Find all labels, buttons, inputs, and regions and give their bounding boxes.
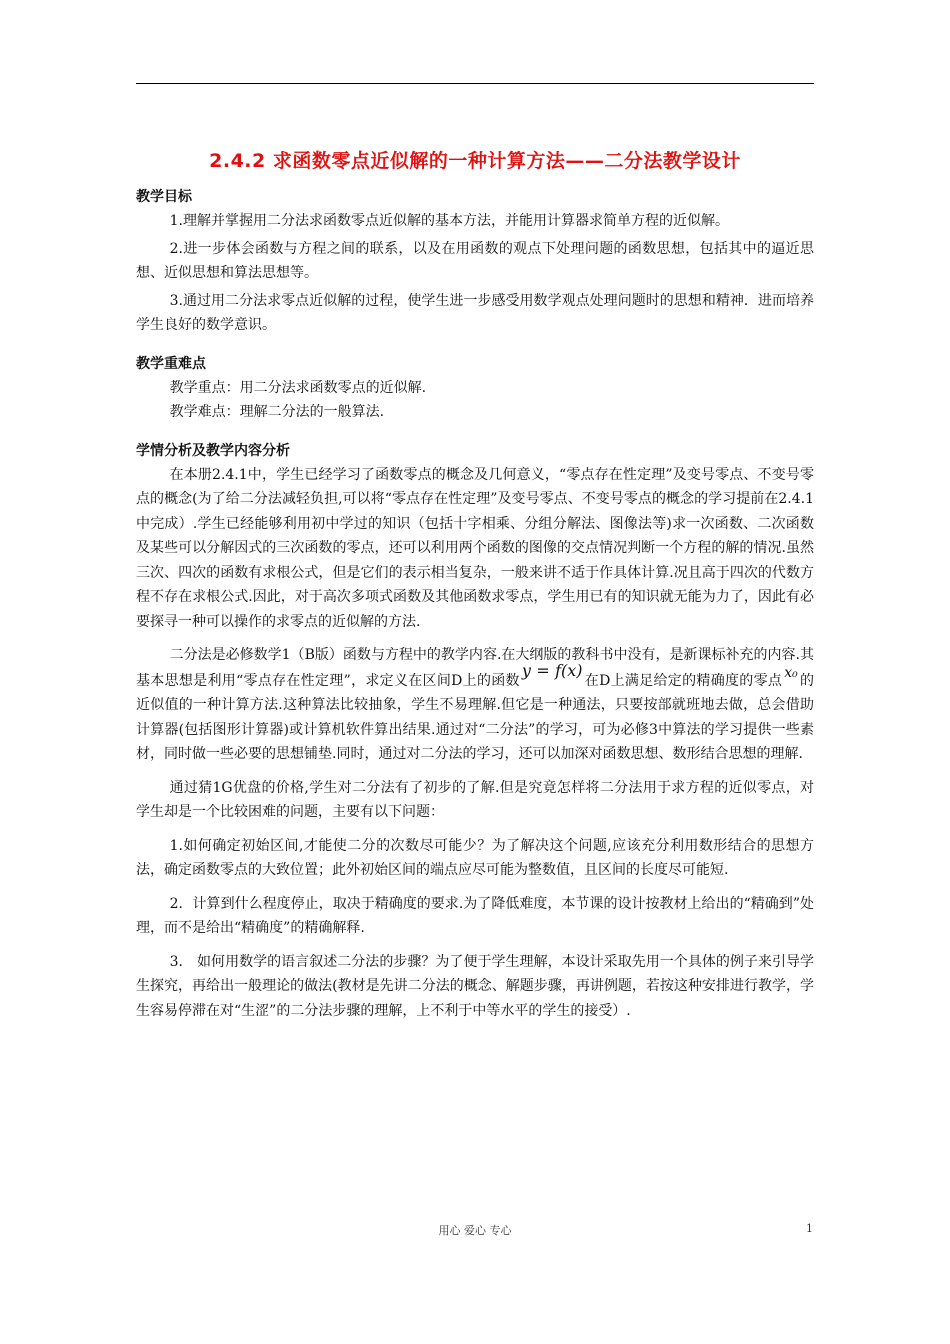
analysis-paragraph-1: 在本册2.4.1中，学生已经学习了函数零点的概念及几何意义，“零点存在性定理”及变号零点、不变号零点的概念(为了给二分法减轻负担,可以将“零点存在性定理”及变号零点、不变号零点的概念的学习提前在2.4.1中完成）.学生已经能够利用初中学过的知识（包括十字相乘、分组分解法、图像法等)求一次函数、二次函数及某些可以分解因式的三次函数的零点，还可以利用两个函数的图像的交点情况判断一个方程的解的情况.虽然三次、四次的函数有求根公式，但是它们的表示相当复杂，一般来讲不适于作具体计算.况且高于四次的代数方程不存在求根公式.因此，对于高次多项式函数及其他函数求零点，学生用已有的知识就无能为力了，因此有必要探寻一种可以操作的求零点的近似解的方法. — [136, 466, 814, 630]
analysis-paragraph-2-part-a: 二分法是必修数学1（B版）函数与方程中的教学内容.在大纲版的教科书中没有，是新课标补充的内容.其基本思想是利用“零点存在性定理”，求定义在区间D上的函数 — [136, 647, 814, 689]
function-formula: y = f(x) — [521, 660, 583, 680]
page-number: 1 — [806, 1222, 813, 1235]
question-item-1: 1.如何确定初始区间,才能使二分的次数尽可能少？为了解决这个问题,应该充分利用数形结合的思想方法，确定函数零点的大致位置；此外初始区间的端点应尽可能为整数值，且区间的长度尽可能短. — [136, 837, 814, 878]
question-item-3: 3． 如何用数学的语言叙述二分法的步骤？为了便于学生理解，本设计采取先用一个具体的例子来引导学生探究，再给出一般理论的做法(教材是先讲二分法的概念、解题步骤，再讲例题，若按这种安排进行教学，学生容易停滞在对“生涩”的二分法步骤的理解，上不利于中等水平的学生的接受）. — [136, 953, 814, 1019]
section-heading-analysis: 学情分析及教学内容分析 — [136, 442, 290, 459]
question-item-2: 2．计算到什么程度停止，取决于精确度的要求.为了降低难度，本节课的设计按教材上给出的“精确到”处理，而不是给出“精确度”的精确解释. — [136, 895, 814, 936]
keypoint-item-2: 教学难点：理解二分法的一般算法. — [169, 404, 385, 420]
footer-motto: 用心 爱心 专心 — [438, 1224, 512, 1237]
analysis-paragraph-3: 通过猜1G优盘的价格,学生对二分法有了初步的了解.但是究竟怎样将二分法用于求方程的近似零点，对学生却是一个比较困难的问题，主要有以下问题： — [136, 779, 814, 820]
goal-item-2: 2.进一步体会函数与方程之间的联系，以及在用函数的观点下处理问题的函数思想，包括其中的逼近思想、近似思想和算法思想等。 — [136, 240, 814, 281]
goal-item-3: 3.通过用二分法求零点近似解的过程，使学生进一步感受用数学观点处理问题时的思想和精神．进而培养学生良好的数学意识。 — [136, 292, 814, 333]
header-rule — [136, 83, 814, 84]
section-heading-goals: 教学目标 — [136, 189, 192, 205]
keypoint-item-1: 教学重点：用二分法求函数零点的近似解. — [169, 379, 427, 396]
analysis-paragraph-2-part-c: 的近似值的一种计算方法.这种算法比较抽象，学生不易理解.但它是一种通法，只要按部就班地去做，总会借助计算器(包括图形计算器)或计算机软件算出结果.通过对“二分法”的学习，可为必修3中算法的学习提供一些素材，同时做一些必要的思想铺垫.同时，通过对二分法的学习，还可以加深对函数思想、数形结合思想的理解. — [136, 672, 814, 762]
zero-point-symbol: x₀ — [784, 664, 798, 681]
analysis-paragraph-2-part-b: 在D上满足给定的精确度的零点 — [584, 672, 783, 689]
document-body — [136, 185, 814, 1023]
analysis-paragraph-2 — [136, 643, 814, 767]
section-heading-keypoints: 教学重难点 — [136, 355, 206, 372]
document-title: 2.4.2 求函数零点近似解的一种计算方法——二分法教学设计 — [209, 150, 741, 172]
goal-item-1: 1.理解并掌握用二分法求函数零点近似解的基本方法，并能用计算器求简单方程的近似解。 — [169, 213, 729, 229]
